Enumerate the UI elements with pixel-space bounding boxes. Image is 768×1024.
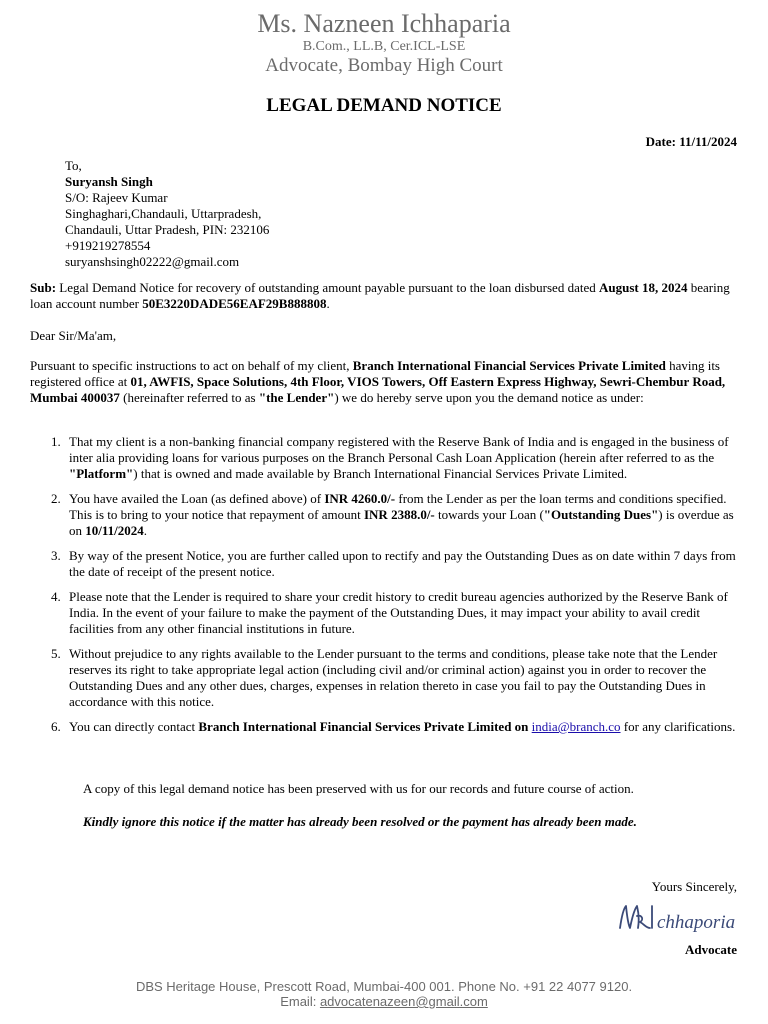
- letterhead-footer: [0, 979, 768, 1009]
- point-1-text1: That my client is a non-banking financial company registered with the Reserve Bank of India and is engaged in the business of inter alia providing loans for various purposes on the Branch Personal Cash Loan Application (herein after referred to as the: [69, 434, 729, 465]
- subject-text1: Legal Demand Notice for recovery of outstanding amount payable pursuant to the loan disbursed dated: [56, 280, 599, 295]
- point-1-text2: ) that is owned and made available by Branch International Financial Services Private Limited.: [133, 466, 628, 481]
- point-number: 1.: [51, 434, 61, 449]
- contact-company-name: Branch International Financial Services Private Limited on: [198, 719, 529, 734]
- recipient-block: [65, 158, 269, 270]
- footer-email[interactable]: advocatenazeen@gmail.com: [319, 994, 488, 1009]
- salutation: Dear Sir/Ma'am,: [30, 328, 117, 343]
- client-office-address: 01, AWFIS, Space Solutions, 4th Floor, VIOS Towers, Off Eastern Express Highway, Sewri-Chembur Road, Mumbai 400037: [30, 374, 726, 405]
- point-2-text1: You have availed the Loan (as defined above) of: [69, 491, 325, 506]
- point-2-text2: from the Lender as per the loan terms and conditions specified. This is to bring to your notice that repayment of amount: [69, 491, 727, 522]
- subject-text3: .: [326, 296, 330, 311]
- point-6-text1: You can directly contact: [69, 719, 199, 734]
- notice-date: Date: 11/11/2024: [645, 134, 737, 149]
- subject-label: Sub:: [30, 280, 57, 295]
- list-item: [30, 434, 740, 482]
- closing-line: Yours Sincerely,: [651, 879, 737, 894]
- signature-image: [616, 898, 740, 940]
- ignore-notice-note: Kindly ignore this notice if the matter has already been resolved or the payment has already been made.: [83, 814, 637, 829]
- point-2-text4: ) is overdue as on: [69, 507, 734, 538]
- to-label: To,: [65, 158, 82, 173]
- recipient-phone: +919219278554: [65, 238, 151, 253]
- letterhead: [0, 8, 768, 78]
- point-number: 2.: [51, 491, 61, 506]
- subject-text2: bearing loan account number: [30, 280, 730, 311]
- list-item: [30, 491, 740, 539]
- recipient-email: suryanshsingh02222@gmail.com: [65, 254, 240, 269]
- list-item: [30, 548, 740, 580]
- loan-disbursal-date: August 18, 2024: [598, 280, 688, 295]
- list-item: [30, 719, 740, 735]
- platform-term: "Platform": [69, 466, 134, 481]
- point-number: 3.: [51, 548, 61, 563]
- notice-points-list: [30, 434, 740, 744]
- point-number: 6.: [51, 719, 61, 734]
- list-item: [30, 589, 740, 637]
- client-name: Branch International Financial Services Private Limited: [352, 358, 666, 373]
- intro-text3: (hereinafter referred to as: [119, 390, 259, 405]
- point-6-text3: for any clarifications.: [620, 719, 736, 734]
- intro-text1: Pursuant to specific instructions to act on behalf of my client,: [30, 358, 353, 373]
- due-amount: INR 2388.0/-: [363, 507, 435, 522]
- overdue-date: 10/11/2024: [85, 523, 144, 538]
- point-number: 5.: [51, 646, 61, 661]
- lender-term: "the Lender": [258, 390, 335, 405]
- loan-account-number: 50E3220DADE56EAF29B888808: [142, 296, 327, 311]
- intro-text2: having its registered office at: [30, 358, 720, 389]
- outstanding-dues-term: "Outstanding Dues": [543, 507, 659, 522]
- point-3-text: By way of the present Notice, you are further called upon to rectify and pay the Outstanding Dues as on date within 7 days from the date of receipt of the present notice.: [69, 548, 736, 579]
- signature-text: chhaporia: [657, 912, 736, 933]
- footer-email-label: Email:: [280, 994, 320, 1009]
- point-5-text: Without prejudice to any rights available to the Lender pursuant to the terms and conditions, please take note that the Lender reserves its right to take appropriate legal action (including civil and/or criminal action) against you in order to recover the Outstanding Dues and any other dues, charges, expenses in relation thereto in case you fail to pay the Outstanding Dues in accordance with this notice.: [69, 646, 718, 709]
- recipient-address-line2: Chandauli, Uttar Pradesh, PIN: 232106: [65, 222, 270, 237]
- signatory-title: Advocate: [685, 942, 737, 957]
- copy-preserved-note: A copy of this legal demand notice has been preserved with us for our records and future course of action.: [83, 781, 634, 796]
- advocate-qualifications: B.Com., LL.B, Cer.ICL-LSE: [302, 39, 466, 54]
- advocate-designation: Advocate, Bombay High Court: [265, 55, 503, 76]
- loan-amount: INR 4260.0/-: [324, 491, 396, 506]
- recipient-relation: S/O: Rajeev Kumar: [65, 190, 168, 205]
- footer-email-line: [0, 994, 768, 1009]
- branch-email-link[interactable]: india@branch.co: [531, 719, 621, 734]
- point-number: 4.: [51, 589, 61, 604]
- point-2-text3: towards your Loan (: [434, 507, 544, 522]
- notice-title: LEGAL DEMAND NOTICE: [266, 95, 502, 116]
- list-item: [30, 646, 740, 710]
- intro-text4: ) we do hereby serve upon you the demand notice as under:: [334, 390, 644, 405]
- recipient-address-line1: Singhaghari,Chandauli, Uttarpradesh,: [65, 206, 262, 221]
- intro-paragraph: [30, 358, 740, 406]
- subject-line: [30, 280, 740, 312]
- footer-address: DBS Heritage House, Prescott Road, Mumbai-400 001. Phone No. +91 22 4077 9120.: [135, 979, 633, 994]
- point-2-text5: .: [143, 523, 148, 538]
- advocate-name: Ms. Nazneen Ichhaparia: [257, 9, 511, 38]
- point-4-text: Please note that the Lender is required to share your credit history to credit bureau agencies authorized by the Reserve Bank of India. In the event of your failure to make the payment of the Outstanding Dues, it may impact your ability to avail credit facilities from any other financial institutions in future.: [69, 589, 728, 636]
- recipient-name: Suryansh Singh: [65, 174, 153, 189]
